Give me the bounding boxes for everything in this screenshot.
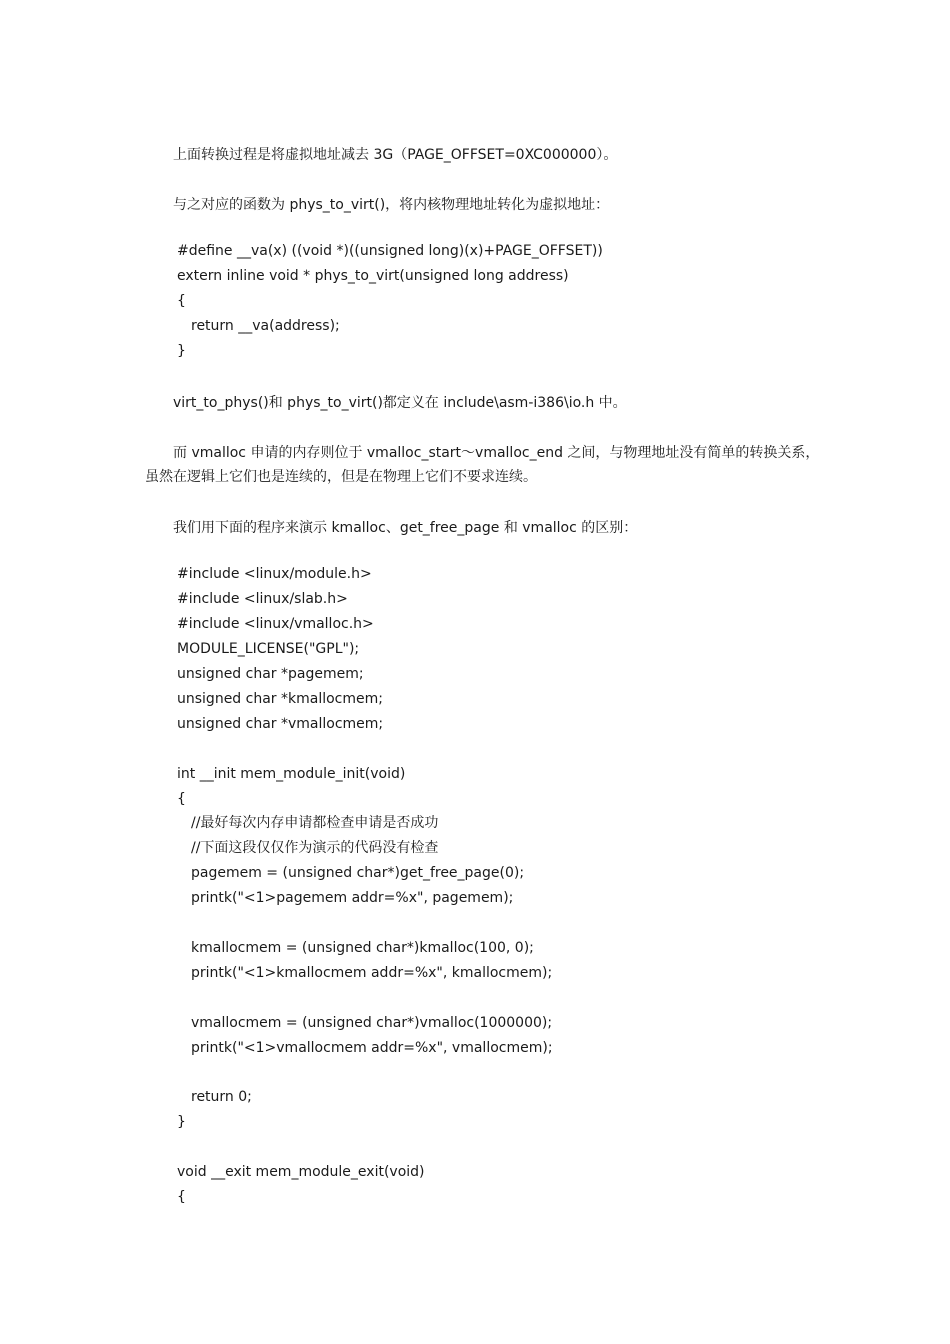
vmalloc-paragraph-line-2: 虽然在逻辑上它们也是连续的，但是在物理上它们不要求连续。 — [145, 469, 537, 485]
code-line: #include <linux/vmalloc.h> — [177, 616, 374, 632]
code-line: kmallocmem = (unsigned char*)kmalloc(100, 0); — [191, 940, 534, 956]
code-line: #include <linux/slab.h> — [177, 591, 348, 607]
code-line: } — [177, 343, 186, 359]
code-comment-line: //最好每次内存申请都检查申请是否成功 — [191, 815, 439, 831]
code-line: } — [177, 1114, 186, 1130]
code-line: unsigned char *pagemem; — [177, 666, 364, 682]
defined-in-paragraph: virt_to_phys()和 phys_to_virt()都定义在 include\asm-i386\io.h 中。 — [173, 395, 627, 411]
code-comment-line: //下面这段仅仅作为演示的代码没有检查 — [191, 840, 439, 856]
code-line: vmallocmem = (unsigned char*)vmalloc(1000000); — [191, 1015, 553, 1031]
code-line: unsigned char *kmallocmem; — [177, 691, 383, 707]
phys-to-virt-intro: 与之对应的函数为 phys_to_virt()，将内核物理地址转化为虚拟地址： — [173, 197, 610, 213]
code-line: printk("<1>pagemem addr=%x", pagemem); — [191, 890, 514, 906]
p-offset-paragraph: 上面转换过程是将虚拟地址减去 3G（PAGE_OFFSET=0XC000000）。 — [173, 147, 618, 163]
code-line: pagemem = (unsigned char*)get_free_page(0); — [191, 865, 525, 881]
code-line: return 0; — [191, 1089, 252, 1105]
code-line: unsigned char *vmallocmem; — [177, 716, 384, 732]
code-line: { — [177, 293, 186, 309]
code-line: { — [177, 791, 186, 807]
code-line: return __va(address); — [191, 318, 340, 334]
code-line: printk("<1>kmallocmem addr=%x", kmallocmem); — [191, 965, 553, 981]
code-line: void __exit mem_module_exit(void) — [177, 1164, 425, 1180]
demo-intro-paragraph: 我们用下面的程序来演示 kmalloc、get_free_page 和 vmalloc 的区别： — [173, 520, 638, 536]
vmalloc-paragraph-line-1: 而 vmalloc 申请的内存则位于 vmalloc_start～vmalloc_end 之间，与物理地址没有简单的转换关系， — [173, 445, 820, 461]
code-line: extern inline void * phys_to_virt(unsigned long address) — [177, 268, 569, 284]
code-line: MODULE_LICENSE("GPL"); — [177, 641, 360, 657]
code-line: int __init mem_module_init(void) — [177, 766, 406, 782]
code-line: { — [177, 1189, 186, 1205]
code-line: #include <linux/module.h> — [177, 566, 372, 582]
code-line: #define __va(x) ((void *)((unsigned long)(x)+PAGE_OFFSET)) — [177, 243, 603, 259]
code-line: printk("<1>vmallocmem addr=%x", vmallocmem); — [191, 1040, 553, 1056]
